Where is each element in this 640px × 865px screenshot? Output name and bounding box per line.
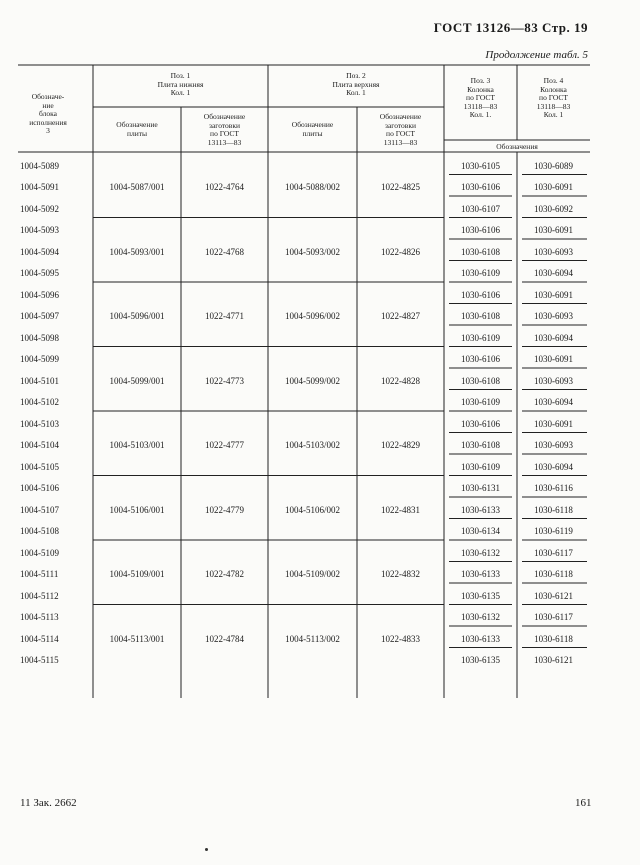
header-pos3: Поз. 3 xyxy=(470,76,491,85)
table-row-column-4: 1030-6091 xyxy=(534,418,573,429)
group-pos1-plate: 1004-5093/001 xyxy=(109,246,165,257)
table-row-column-4: 1030-6091 xyxy=(534,225,573,236)
header-pos1-blank: Обозначение xyxy=(203,112,246,121)
header-block-designation: Обозначе- xyxy=(31,92,65,101)
table-row-column-3: 1030-6109 xyxy=(461,268,500,279)
table-row-block: 1004-5089 xyxy=(20,160,59,171)
table-row-column-4: 1030-6117 xyxy=(534,547,573,558)
table-row-block: 1004-5093 xyxy=(20,225,59,236)
table-row-column-4: 1030-6094 xyxy=(534,268,573,279)
group-pos1-blank: 1022-4784 xyxy=(205,633,244,644)
header-pos4: Поз. 4 xyxy=(543,76,564,85)
header-pos2-blank: по ГОСТ xyxy=(386,129,415,138)
table-row-column-3: 1030-6132 xyxy=(461,547,500,558)
header-pos2-title: Плита верхняя xyxy=(332,79,380,89)
header-block-designation: ние xyxy=(42,100,54,110)
table-row-column-3: 1030-6106 xyxy=(461,225,500,236)
header-block-designation: 3 xyxy=(46,126,50,135)
group-pos1-blank: 1022-4782 xyxy=(205,569,244,580)
table-row-column-4: 1030-6092 xyxy=(534,203,573,214)
table-row-block: 1004-5105 xyxy=(20,461,59,472)
table-row-column-4: 1030-6091 xyxy=(534,182,573,193)
footer-order-number: 11 Зак. 2662 xyxy=(20,797,77,809)
header-pos1-title: Поз. 1 xyxy=(170,71,191,80)
table-row-column-3: 1030-6107 xyxy=(461,203,500,214)
table-row-column-4: 1030-6121 xyxy=(534,655,573,666)
header-pos1-blank: заготовки xyxy=(209,120,240,130)
table-row-block: 1004-5104 xyxy=(20,440,59,451)
group-pos2-plate: 1004-5103/002 xyxy=(285,440,340,451)
table-continuation-note: Продолжение табл. 5 xyxy=(485,49,588,61)
header-pos3: Колонка xyxy=(467,84,494,94)
table-row-column-3: 1030-6133 xyxy=(461,569,500,580)
group-pos1-blank: 1022-4777 xyxy=(205,440,244,451)
group-pos2-blank: 1022-4826 xyxy=(381,246,420,257)
header-pos1-title: Плита нижняя xyxy=(157,79,204,89)
group-pos2-blank: 1022-4828 xyxy=(381,375,420,386)
group-pos2-plate: 1004-5099/002 xyxy=(285,375,340,386)
group-pos1-plate: 1004-5106/001 xyxy=(109,504,165,515)
table-row-block: 1004-5101 xyxy=(20,375,59,386)
group-pos1-blank: 1022-4773 xyxy=(205,375,244,386)
header-pos2-blank: 13113—83 xyxy=(383,137,418,147)
page-number: 161 xyxy=(575,797,592,809)
table-row-column-4: 1030-6094 xyxy=(534,461,573,472)
header-pos1-plate: Обозначение xyxy=(116,120,158,129)
table-row-column-3: 1030-6108 xyxy=(461,311,500,322)
table-row-column-4: 1030-6094 xyxy=(534,397,573,408)
header-block-designation: исполнения xyxy=(29,117,67,127)
group-pos1-plate: 1004-5087/001 xyxy=(109,182,165,193)
table-row-column-4: 1030-6093 xyxy=(534,440,573,451)
group-pos1-plate: 1004-5109/001 xyxy=(109,569,165,580)
group-pos2-plate: 1004-5096/002 xyxy=(285,311,340,322)
table-row-column-4: 1030-6118 xyxy=(534,504,573,515)
table-row-column-3: 1030-6106 xyxy=(461,289,500,300)
table-row-column-3: 1030-6106 xyxy=(461,418,500,429)
table-row-column-3: 1030-6108 xyxy=(461,246,500,257)
group-pos1-plate: 1004-5096/001 xyxy=(109,311,165,322)
group-pos2-plate: 1004-5088/002 xyxy=(285,182,340,193)
header-pos4: Кол. 1 xyxy=(543,110,564,119)
table-row-block: 1004-5108 xyxy=(20,526,59,537)
table-row-column-3: 1030-6109 xyxy=(461,332,500,343)
group-pos2-blank: 1022-4832 xyxy=(381,569,420,580)
table-row-column-4: 1030-6118 xyxy=(534,633,573,644)
table-row-block: 1004-5102 xyxy=(20,397,59,408)
table-row-column-3: 1030-6108 xyxy=(461,375,500,386)
table-row-block: 1004-5107 xyxy=(20,504,59,515)
header-pos3: 13118—83 xyxy=(463,101,498,111)
table-row-block: 1004-5094 xyxy=(20,246,59,257)
group-pos1-blank: 1022-4768 xyxy=(205,246,244,257)
header-pos4: Колонка xyxy=(540,84,567,94)
ink-dot xyxy=(205,848,208,851)
table-row-column-4: 1030-6119 xyxy=(534,526,573,537)
header-pos4: 13118—83 xyxy=(536,101,571,111)
header-designation: Обозначения xyxy=(496,142,538,151)
group-pos2-blank: 1022-4829 xyxy=(381,440,420,451)
table-row-column-3: 1030-6131 xyxy=(461,483,500,494)
group-pos2-blank: 1022-4833 xyxy=(381,633,420,644)
header-pos2-title: Поз. 2 xyxy=(346,71,366,80)
header-pos2-plate: Обозначение xyxy=(291,120,334,129)
table-row-block: 1004-5097 xyxy=(20,311,59,322)
header-block-designation: блока xyxy=(39,109,57,118)
table-row-column-4: 1030-6094 xyxy=(534,332,573,343)
group-pos2-blank: 1022-4827 xyxy=(381,311,420,322)
table-row-column-4: 1030-6117 xyxy=(534,612,573,623)
table-row-block: 1004-5096 xyxy=(20,289,59,300)
table-row-column-4: 1030-6091 xyxy=(534,354,573,365)
table-row-block: 1004-5109 xyxy=(20,547,59,558)
table-row-block: 1004-5106 xyxy=(20,483,59,494)
group-pos1-plate: 1004-5113/001 xyxy=(109,633,165,644)
table-row-column-3: 1030-6109 xyxy=(461,397,500,408)
group-pos1-blank: 1022-4764 xyxy=(205,182,244,193)
group-pos2-plate: 1004-5093/002 xyxy=(285,246,340,257)
table-row-column-4: 1030-6093 xyxy=(534,246,573,257)
table-row-block: 1004-5099 xyxy=(20,354,59,365)
table-row-block: 1004-5114 xyxy=(20,633,59,644)
table-row-column-3: 1030-6109 xyxy=(461,461,500,472)
table-row-column-4: 1030-6116 xyxy=(534,483,573,494)
group-pos1-plate: 1004-5103/001 xyxy=(109,440,165,451)
group-pos1-blank: 1022-4779 xyxy=(205,504,244,515)
header-pos3: по ГОСТ xyxy=(466,93,495,102)
table-row-column-3: 1030-6132 xyxy=(461,612,500,623)
table-row-block: 1004-5112 xyxy=(20,590,59,601)
table-row-column-4: 1030-6089 xyxy=(534,160,573,171)
table-row-block: 1004-5092 xyxy=(20,203,59,214)
group-pos2-plate: 1004-5106/002 xyxy=(285,504,340,515)
table-row-column-4: 1030-6118 xyxy=(534,569,573,580)
group-pos2-blank: 1022-4831 xyxy=(381,504,420,515)
group-pos2-plate: 1004-5109/002 xyxy=(285,569,340,580)
group-pos2-blank: 1022-4825 xyxy=(381,182,420,193)
table-row-block: 1004-5111 xyxy=(20,569,59,580)
table-row-block: 1004-5095 xyxy=(20,268,59,279)
header-pos2-title: Кол. 1 xyxy=(346,88,366,97)
table-row-column-4: 1030-6093 xyxy=(534,375,573,386)
table-row-column-3: 1030-6105 xyxy=(461,160,500,171)
table-row-column-3: 1030-6106 xyxy=(461,354,500,365)
table-row-column-3: 1030-6106 xyxy=(461,182,500,193)
table-row-column-3: 1030-6134 xyxy=(461,526,500,537)
header-pos3: Кол. 1. xyxy=(469,110,492,119)
page-title: ГОСТ 13126—83 Стр. 19 xyxy=(433,20,588,35)
table-row-column-3: 1030-6108 xyxy=(461,440,500,451)
table-row-column-3: 1030-6135 xyxy=(461,655,500,666)
table-row-block: 1004-5115 xyxy=(20,655,59,666)
table-row-column-4: 1030-6091 xyxy=(534,289,573,300)
header-pos1-plate: плиты xyxy=(126,128,148,138)
table-row-block: 1004-5113 xyxy=(20,612,59,623)
header-pos2-blank: заготовки xyxy=(385,120,416,130)
table-row-block: 1004-5091 xyxy=(20,182,59,193)
header-pos1-blank: по ГОСТ xyxy=(210,129,239,138)
table-row-column-4: 1030-6121 xyxy=(534,590,573,601)
group-pos1-plate: 1004-5099/001 xyxy=(109,375,165,386)
table-row-column-4: 1030-6093 xyxy=(534,311,573,322)
group-pos1-blank: 1022-4771 xyxy=(205,311,244,322)
header-pos2-plate: плиты xyxy=(302,128,323,138)
header-pos1-title: Кол. 1 xyxy=(170,88,191,97)
table-row-column-3: 1030-6135 xyxy=(461,590,500,601)
table-row-column-3: 1030-6133 xyxy=(461,633,500,644)
group-pos2-plate: 1004-5113/002 xyxy=(285,633,340,644)
table-row-column-3: 1030-6133 xyxy=(461,504,500,515)
header-pos4: по ГОСТ xyxy=(539,93,568,102)
table-row-block: 1004-5103 xyxy=(20,418,59,429)
table-row-block: 1004-5098 xyxy=(20,332,59,343)
header-pos1-blank: 13113—83 xyxy=(207,137,242,147)
header-pos2-blank: Обозначение xyxy=(379,112,422,121)
